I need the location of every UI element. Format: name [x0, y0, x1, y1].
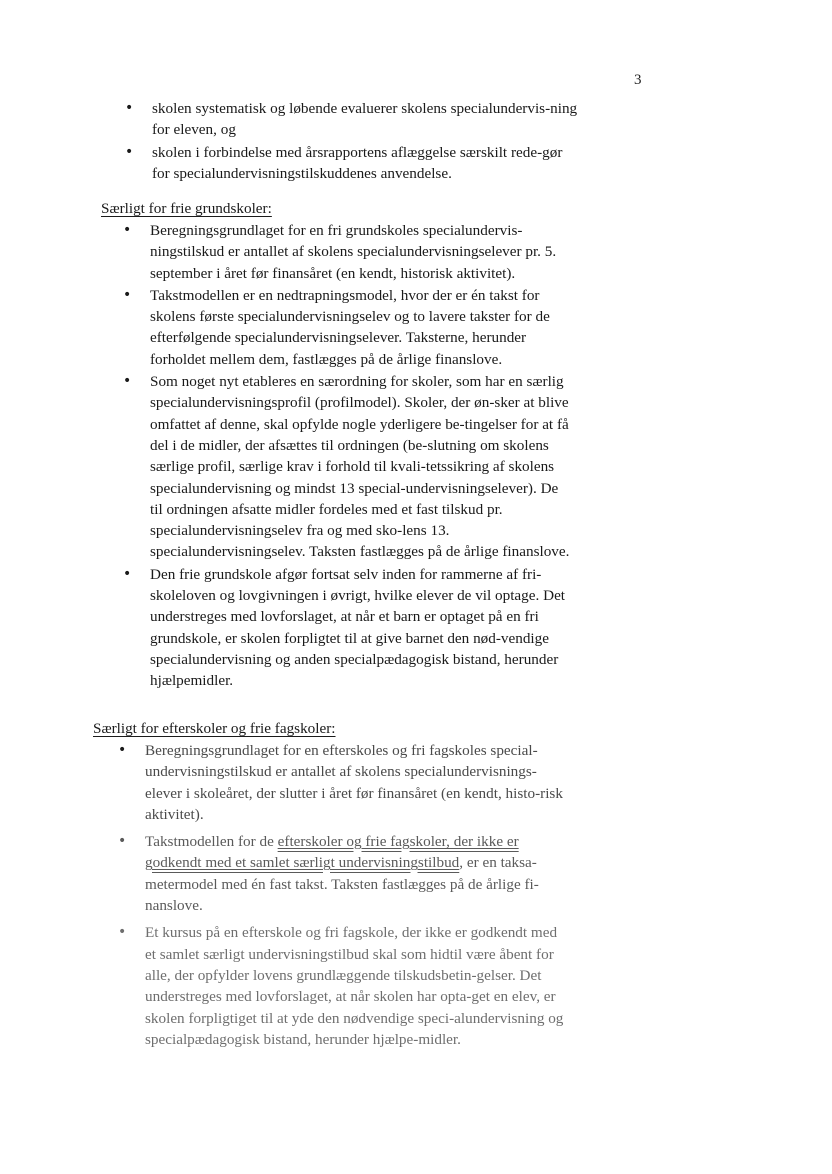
- list-item-text-suffix: , er en taksa-metermodel med én fast takst. Taksten fastlægges på de årlige fi-nanslove.: [145, 854, 539, 915]
- bullet-icon: •: [118, 924, 127, 941]
- list-item-text: Den frie grundskole afgør fortsat selv inden for rammerne af fri-skoleloven og lovgivningen i øvrigt, hvilke elever de vil optage. Det understreges med lovforslaget, at når et barn er optaget på en fri grundskole, er skolen forpligtet til at give barnet den nød-vendige specialundervisning og anden specialpædagogisk bistand, herunder hjælpemidler.: [150, 565, 566, 690]
- list-item-text: Som noget nyt etableres en særordning for skoler, som har en særlig specialundervisningsprofil (profilmodel). Skoler, der øn-sker at blive omfattet af denne, skal opfylde nogle yderligere be-tingelser for at få del i de midler, der afsættes til ordningen (be-slutning om skolens særlige profil, særlige krav i forhold til kvali-tetssikring af skolens specialundervisning og mindst 13 special-undervisningselever). De til ordningen afsatte midler fordeles med et fast tilskud pr. specialundervisningselev fra og med sko-lens 13. specialundervisningselev. Taksten fastlægges på de årlige finanslove.: [150, 373, 570, 561]
- list-item: [125, 142, 582, 185]
- list-item: [123, 285, 574, 370]
- list-item-text: Beregningsgrundlaget for en efterskoles og fri fagskoles special-undervisningstilskud er antallet af skolens specialundervisnings-elever i skoleåret, der slutter i året før finansåret (en kendt, histo-risk aktivitet).: [145, 742, 563, 823]
- list-item: [125, 98, 582, 141]
- efterskoler-bullet-list: [118, 740, 565, 1051]
- intro-bullet-list: [125, 98, 582, 185]
- list-item: [123, 220, 574, 284]
- list-item-text: Et kursus på en efterskole og fri fagskole, der ikke er godkendt med et samlet særligt undervisningstilbud skal som hidtil være åbent for alle, der opfylder lovens grundlæggende tilskudsbetin-gelser. Det understreges med lovforslaget, at når skolen har opta-get en elev, er skolen forpligtiget til at yde den nødvendige speci-alundervisning og specialpædagogisk bistand, herunder hjælpe-midler.: [145, 924, 564, 1048]
- bullet-icon: •: [125, 100, 134, 116]
- section-heading-frie-grundskoler: Særligt for frie grundskoler:: [101, 200, 272, 217]
- bullet-icon: •: [118, 833, 127, 850]
- list-item: [123, 371, 574, 563]
- frie-grundskoler-bullet-list: [123, 220, 574, 693]
- bullet-icon: •: [123, 565, 132, 582]
- list-item-text-underlined: efterskoler og frie fagskoler, der ikke er godkendt med et samlet særligt undervisningstilbud: [145, 833, 519, 872]
- page-number: 3: [634, 72, 642, 88]
- list-item-text: Takstmodellen er en nedtrapningsmodel, hvor der er én takst for skolens første specialundervisningselev og to lavere takster for de efterfølgende specialundervisningselever. Taksterne, herunder forholdet mellem dem, fastlægges på de årlige finanslove.: [150, 286, 550, 368]
- bullet-icon: •: [125, 143, 134, 160]
- list-item: [118, 740, 565, 825]
- list-item: [118, 831, 565, 916]
- bullet-icon: •: [123, 373, 132, 390]
- list-item-text: skolen i forbindelse med årsrapportens aflæggelse særskilt rede-gør for specialundervisningstilskuddenes anvendelse.: [152, 143, 563, 182]
- section-heading-efterskoler: Særligt for efterskoler og frie fagskoler:: [93, 720, 336, 737]
- list-item-text: Beregningsgrundlaget for en fri grundskoles specialundervis-ningstilskud er antallet af skolens specialundervisningselever pr. 5. september i året før finansåret (en kendt, historisk aktivitet).: [150, 222, 557, 282]
- list-item: [123, 564, 574, 692]
- list-item-text-prefix: Takstmodellen for de: [145, 833, 278, 851]
- bullet-icon: •: [123, 222, 132, 238]
- bullet-icon: •: [123, 286, 132, 303]
- list-item-text: skolen systematisk og løbende evaluerer skolens specialundervis-ning for eleven, og: [152, 100, 578, 139]
- bullet-icon: •: [118, 742, 127, 758]
- list-item: [118, 922, 565, 1050]
